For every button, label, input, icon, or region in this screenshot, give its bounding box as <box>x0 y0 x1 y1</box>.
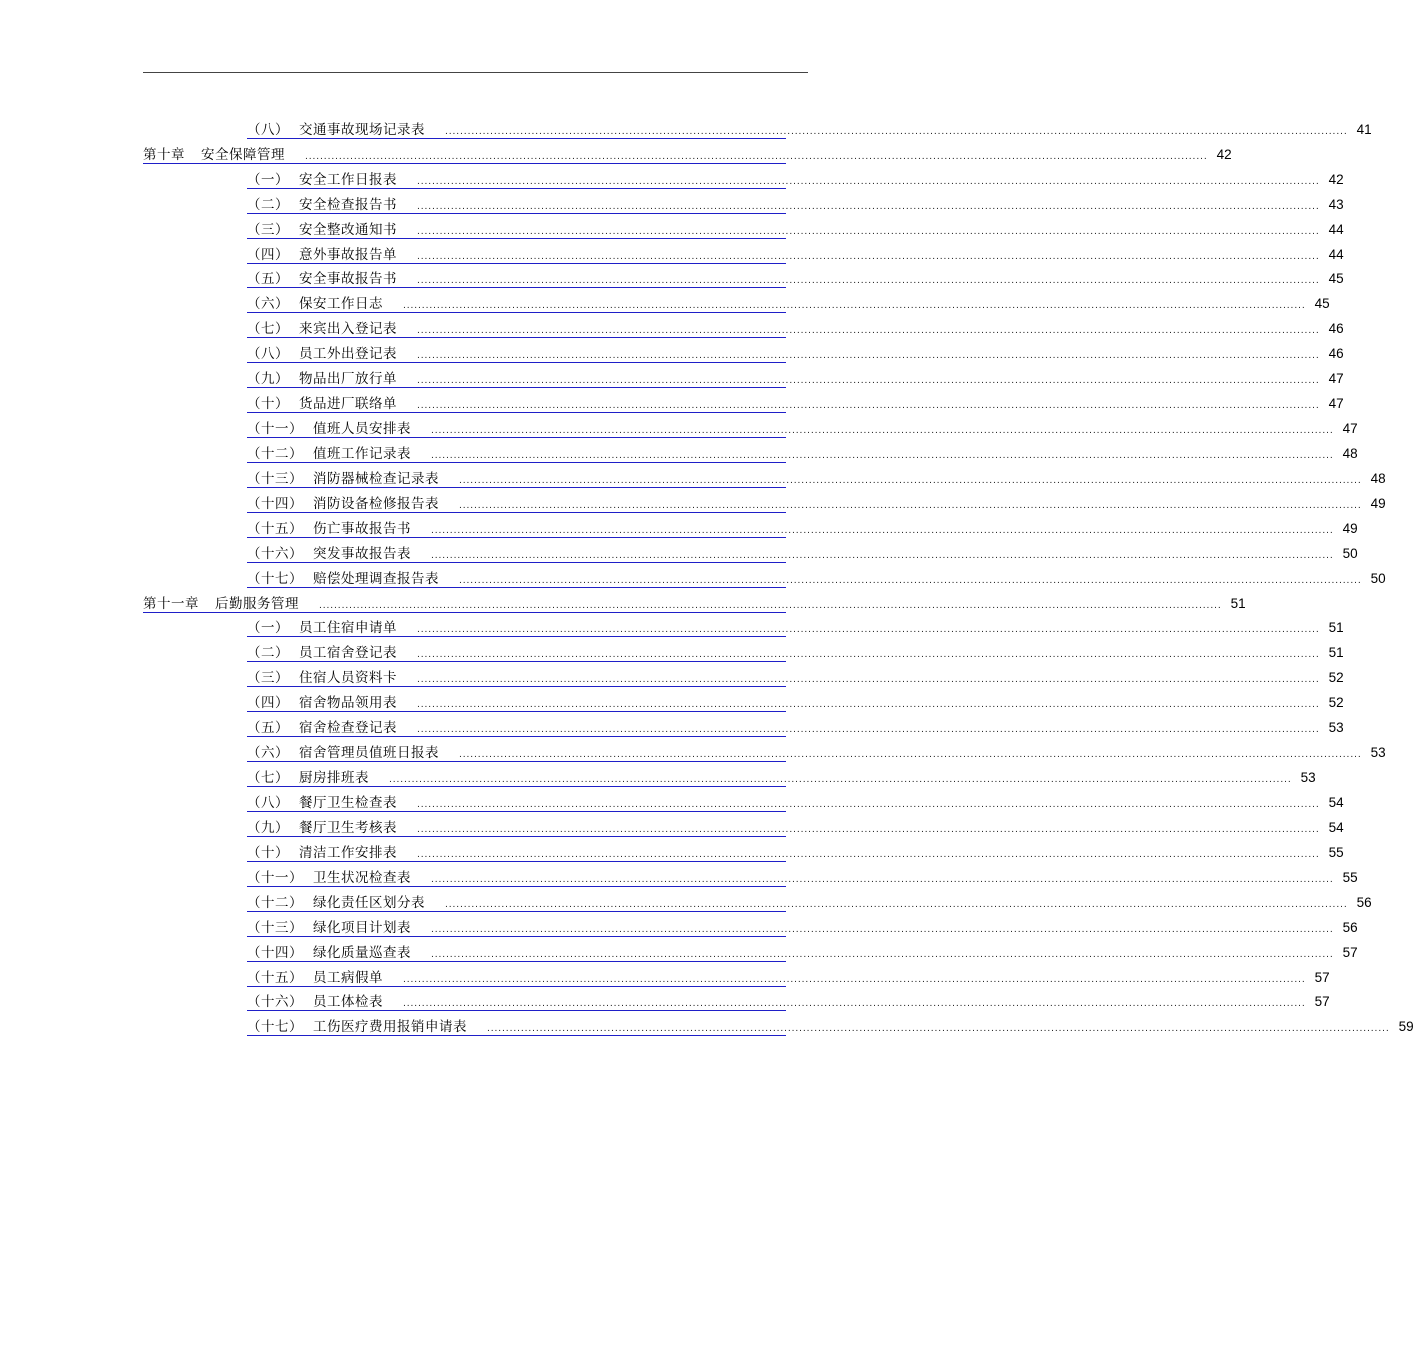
dot-leader: ................................................................................................................................................................................................................................................ <box>431 550 1334 561</box>
toc-entry-title <box>247 920 411 936</box>
toc-entry-name: 保安工作日志 <box>299 296 383 313</box>
toc-entry-number: （二） <box>247 645 289 662</box>
dot-leader: ................................................................................................................................................................................................................................................ <box>417 650 1320 661</box>
toc-entry-name: 员工病假单 <box>313 969 383 986</box>
toc-entry-title <box>143 596 299 612</box>
link-underline <box>247 911 786 912</box>
toc-page-number: 55 <box>1328 844 1344 860</box>
toc-entry-number: （九） <box>247 819 289 836</box>
toc-chapter-entry[interactable] <box>143 590 1246 615</box>
toc-page-number: 54 <box>1328 819 1344 835</box>
dot-leader: ................................................................................................................................................................................................................................................ <box>459 750 1362 761</box>
dot-leader: ................................................................................................................................................................................................................................................ <box>417 824 1320 835</box>
toc-entry-number: （六） <box>247 745 289 762</box>
toc-entry-number: （一） <box>247 620 289 637</box>
toc-page-number: 55 <box>1342 869 1358 885</box>
link-underline <box>247 387 786 388</box>
link-underline <box>247 1010 786 1011</box>
toc-section-entry[interactable] <box>247 340 1344 365</box>
toc-entry-name: 宿舍管理员值班日报表 <box>299 745 439 762</box>
toc-entry-number: （十四） <box>247 944 303 961</box>
dot-leader: ................................................................................................................................................................................................................................................ <box>403 301 1306 312</box>
toc-entry-title <box>247 770 369 786</box>
toc-section-entry[interactable] <box>247 914 1358 939</box>
toc-entry-title <box>247 820 397 836</box>
toc-page-number: 50 <box>1370 570 1386 586</box>
toc-page-number: 42 <box>1328 171 1344 187</box>
link-underline <box>247 961 786 962</box>
toc-section-entry[interactable] <box>247 291 1330 316</box>
link-underline <box>247 836 786 837</box>
link-underline <box>247 587 786 588</box>
dot-leader: ................................................................................................................................................................................................................................................ <box>417 326 1320 337</box>
toc-page-number: 57 <box>1314 994 1330 1010</box>
toc-entry-number: （十四） <box>247 495 303 512</box>
link-underline <box>247 811 786 812</box>
toc-entry-number: （四） <box>247 246 289 263</box>
toc-entry-title <box>247 271 397 287</box>
toc-entry-name: 赔偿处理调查报告表 <box>313 570 439 587</box>
toc-entry-number: （二） <box>247 196 289 213</box>
dot-leader: ................................................................................................................................................................................................................................................ <box>417 376 1320 387</box>
toc-page-number: 59 <box>1398 1019 1414 1035</box>
toc-entry-name: 消防设备检修报告表 <box>313 495 439 512</box>
toc-entry-title <box>247 471 439 487</box>
link-underline <box>247 562 786 563</box>
toc-section-entry[interactable] <box>247 166 1344 191</box>
toc-entry-title <box>247 172 397 188</box>
toc-entry-title <box>247 346 397 362</box>
toc-entry-name: 员工外出登记表 <box>299 346 397 363</box>
link-underline <box>247 761 786 762</box>
toc-page-number: 46 <box>1328 346 1344 362</box>
dot-leader: ................................................................................................................................................................................................................................................ <box>417 251 1320 262</box>
toc-entry-title <box>247 546 411 562</box>
toc-entry-name: 来宾出入登记表 <box>299 321 397 338</box>
link-underline <box>247 711 786 712</box>
toc-entry-title <box>247 247 397 263</box>
toc-entry-title <box>247 720 397 736</box>
link-underline <box>247 1035 786 1036</box>
dot-leader: ................................................................................................................................................................................................................................................ <box>417 725 1320 736</box>
toc-section-entry[interactable] <box>247 839 1344 864</box>
toc-page-number: 46 <box>1328 321 1344 337</box>
toc-entry-number: 第十章 <box>143 146 185 163</box>
dot-leader: ................................................................................................................................................................................................................................................ <box>417 401 1320 412</box>
toc-entry-number: （七） <box>247 321 289 338</box>
link-underline <box>247 986 786 987</box>
toc-page-number: 52 <box>1328 670 1344 686</box>
toc-entry-number: （七） <box>247 770 289 787</box>
toc-entry-name: 意外事故报告单 <box>299 246 397 263</box>
toc-page-number: 51 <box>1230 595 1246 611</box>
toc-page-number: 45 <box>1314 296 1330 312</box>
dot-leader: ................................................................................................................................................................................................................................................ <box>417 849 1320 860</box>
link-underline <box>247 636 786 637</box>
link-underline <box>247 786 786 787</box>
toc-section-entry[interactable] <box>247 739 1386 764</box>
toc-entry-number: （十一） <box>247 869 303 886</box>
link-underline <box>247 736 786 737</box>
dot-leader: ................................................................................................................................................................................................................................................ <box>431 426 1334 437</box>
dot-leader: ................................................................................................................................................................................................................................................ <box>459 475 1362 486</box>
dot-leader: ................................................................................................................................................................................................................................................ <box>319 600 1222 611</box>
toc-entry-name: 伤亡事故报告书 <box>313 520 411 537</box>
toc-page-number: 53 <box>1370 745 1386 761</box>
link-underline <box>247 686 786 687</box>
dot-leader: ................................................................................................................................................................................................................................................ <box>389 775 1292 786</box>
dot-leader: ................................................................................................................................................................................................................................................ <box>417 176 1320 187</box>
toc-section-entry[interactable] <box>247 989 1330 1014</box>
link-underline <box>247 238 786 239</box>
toc-section-entry[interactable] <box>247 490 1386 515</box>
toc-page-number: 51 <box>1328 620 1344 636</box>
toc-entry-title <box>247 745 439 761</box>
toc-entry-number: （十五） <box>247 969 303 986</box>
toc-entry-name: 绿化责任区划分表 <box>313 894 425 911</box>
toc-section-entry[interactable] <box>247 714 1344 739</box>
toc-entry-name: 安全事故报告书 <box>299 271 397 288</box>
toc-page-number: 44 <box>1328 246 1344 262</box>
toc-page-number: 53 <box>1328 720 1344 736</box>
dot-leader: ................................................................................................................................................................................................................................................ <box>417 276 1320 287</box>
toc-entry-title <box>143 147 285 163</box>
toc-page-number: 48 <box>1342 445 1358 461</box>
toc-entry-number: （十） <box>247 396 289 413</box>
dot-leader: ................................................................................................................................................................................................................................................ <box>403 974 1306 985</box>
dot-leader: ................................................................................................................................................................................................................................................ <box>417 226 1320 237</box>
link-underline <box>247 337 786 338</box>
toc-page-number: 56 <box>1342 919 1358 935</box>
dot-leader: ................................................................................................................................................................................................................................................ <box>431 525 1334 536</box>
toc-entry-name: 员工住宿申请单 <box>299 620 397 637</box>
toc-entry-number: （十三） <box>247 919 303 936</box>
link-underline <box>247 312 786 313</box>
toc-entry-name: 宿舍物品领用表 <box>299 695 397 712</box>
toc-page-number: 52 <box>1328 695 1344 711</box>
toc-entry-number: （四） <box>247 695 289 712</box>
dot-leader: ................................................................................................................................................................................................................................................ <box>417 675 1320 686</box>
link-underline <box>247 287 786 288</box>
toc-section-entry[interactable] <box>247 415 1358 440</box>
toc-section-entry[interactable] <box>247 440 1358 465</box>
dot-leader: ................................................................................................................................................................................................................................................ <box>403 999 1306 1010</box>
toc-entry-name: 厨房排班表 <box>299 770 369 787</box>
dot-leader: ................................................................................................................................................................................................................................................ <box>417 201 1320 212</box>
toc-section-entry[interactable] <box>247 1013 1414 1038</box>
toc-entry-number: （八） <box>247 795 289 811</box>
toc-entry-name: 员工体检表 <box>313 994 383 1011</box>
toc-entry-title <box>247 396 397 412</box>
toc-entry-title <box>247 421 411 437</box>
toc-section-entry[interactable] <box>247 864 1358 889</box>
toc-section-entry[interactable] <box>247 241 1344 266</box>
toc-entry-title <box>247 870 411 886</box>
toc-page-number: 54 <box>1328 795 1344 810</box>
toc-page-number: 51 <box>1328 645 1344 661</box>
toc-entry-number: （十二） <box>247 894 303 911</box>
toc-entry-number: （十六） <box>247 545 303 562</box>
toc-page-number: 57 <box>1314 969 1330 985</box>
toc-entry-name: 后勤服务管理 <box>215 595 299 612</box>
toc-section-entry[interactable] <box>247 764 1316 789</box>
dot-leader: ................................................................................................................................................................................................................................................ <box>417 351 1320 362</box>
link-underline <box>143 163 786 164</box>
toc-entry-name: 住宿人员资料卡 <box>299 670 397 687</box>
dot-leader: ................................................................................................................................................................................................................................................ <box>431 874 1334 885</box>
dot-leader: ................................................................................................................................................................................................................................................ <box>417 700 1320 711</box>
toc-entry-number: （十五） <box>247 520 303 537</box>
link-underline <box>247 661 786 662</box>
toc-entry-name: 消防器械检查记录表 <box>313 470 439 487</box>
toc-entry-title <box>247 446 411 462</box>
toc-entry-name: 安全检查报告书 <box>299 196 397 213</box>
toc-entry-title <box>247 296 383 312</box>
toc-section-entry[interactable] <box>247 515 1358 540</box>
toc-entry-number: （八） <box>247 346 289 363</box>
toc-entry-name: 货品进厂联络单 <box>299 396 397 413</box>
toc-entry-number: 第十一章 <box>143 595 199 612</box>
toc-entry-title <box>247 645 397 661</box>
toc-entry-number: （十二） <box>247 445 303 462</box>
toc-page-number: 56 <box>1356 894 1372 910</box>
link-underline <box>247 188 786 189</box>
toc-entry-title <box>247 670 397 686</box>
toc-page-number: 47 <box>1328 396 1344 412</box>
toc-page-number: 47 <box>1342 421 1358 437</box>
dot-leader: ................................................................................................................................................................................................................................................ <box>417 800 1320 810</box>
toc-section-entry[interactable] <box>247 939 1358 964</box>
toc-entry-name: 值班工作记录表 <box>313 445 411 462</box>
toc-section-entry[interactable] <box>247 565 1386 590</box>
header-rule <box>143 72 808 73</box>
link-underline <box>247 362 786 363</box>
dot-leader: ................................................................................................................................................................................................................................................ <box>417 625 1320 636</box>
toc-entry-number: （五） <box>247 271 289 288</box>
toc-entry-title <box>247 197 397 213</box>
toc-entry-title <box>247 895 425 911</box>
link-underline <box>247 936 786 937</box>
toc-chapter-entry[interactable] <box>143 141 1232 166</box>
toc-entry-name: 餐厅卫生考核表 <box>299 819 397 836</box>
toc-entry-name: 安全整改通知书 <box>299 221 397 238</box>
toc-entry-title <box>247 795 397 811</box>
toc-page-number: 49 <box>1370 495 1386 511</box>
toc-section-entry[interactable] <box>247 964 1330 989</box>
dot-leader: ................................................................................................................................................................................................................................................ <box>431 949 1334 960</box>
toc-page-number: 50 <box>1342 545 1358 561</box>
link-underline <box>247 138 786 139</box>
toc-section-entry[interactable] <box>247 640 1344 665</box>
toc-entry-name: 绿化质量巡查表 <box>313 944 411 961</box>
toc-entry-title <box>247 496 439 512</box>
link-underline <box>247 437 786 438</box>
dot-leader: ................................................................................................................................................................................................................................................ <box>431 924 1334 935</box>
toc-entry-title <box>247 994 383 1010</box>
toc-section-entry[interactable] <box>247 465 1386 490</box>
dot-leader: ................................................................................................................................................................................................................................................ <box>487 1024 1390 1035</box>
toc-page-number: 44 <box>1328 221 1344 237</box>
toc-entry-title <box>247 945 411 961</box>
link-underline <box>247 886 786 887</box>
toc-section-entry[interactable] <box>247 689 1344 714</box>
toc-page-number: 47 <box>1328 371 1344 387</box>
link-underline <box>247 537 786 538</box>
toc-entry-number: （八） <box>247 121 289 138</box>
toc-section-entry[interactable] <box>247 540 1358 565</box>
toc-section-entry[interactable] <box>247 814 1344 839</box>
toc-entry-name: 卫生状况检查表 <box>313 869 411 886</box>
toc-entry-name: 绿化项目计划表 <box>313 919 411 936</box>
toc-page-number: 53 <box>1300 770 1316 786</box>
link-underline <box>247 861 786 862</box>
toc-page-number: 49 <box>1342 520 1358 536</box>
toc-entry-title <box>247 222 397 238</box>
toc-entry-number: （五） <box>247 720 289 737</box>
toc-entry-number: （三） <box>247 221 289 238</box>
toc-section-entry[interactable] <box>247 789 1344 814</box>
toc-section-entry[interactable] <box>247 266 1344 291</box>
dot-leader: ................................................................................................................................................................................................................................................ <box>459 500 1362 511</box>
toc-page-number: 42 <box>1216 146 1232 162</box>
toc-entry-name: 突发事故报告表 <box>313 545 411 562</box>
toc-page-number: 57 <box>1342 944 1358 960</box>
toc-entry-name: 安全保障管理 <box>201 146 285 163</box>
toc-entry-title <box>247 371 397 387</box>
dot-leader: ................................................................................................................................................................................................................................................ <box>305 151 1208 162</box>
toc-entry-title <box>247 521 411 537</box>
link-underline <box>247 412 786 413</box>
toc-section-entry[interactable] <box>247 615 1344 640</box>
toc-entry-number: （十六） <box>247 994 303 1011</box>
toc-entry-name: 物品出厂放行单 <box>299 371 397 388</box>
dot-leader: ................................................................................................................................................................................................................................................ <box>445 126 1348 137</box>
toc-entry-number: （十三） <box>247 470 303 487</box>
toc-entry-name: 员工宿舍登记表 <box>299 645 397 662</box>
toc-entry-name: 安全工作日报表 <box>299 171 397 188</box>
toc-section-entry[interactable] <box>247 365 1344 390</box>
toc-entry-title <box>247 695 397 711</box>
dot-leader: ................................................................................................................................................................................................................................................ <box>459 575 1362 586</box>
toc-entry-name: 宿舍检查登记表 <box>299 720 397 737</box>
toc-entry-title <box>247 321 397 337</box>
toc-entry-number: （十七） <box>247 1019 303 1036</box>
toc-entry-number: （九） <box>247 371 289 388</box>
toc-page-number: 48 <box>1370 470 1386 486</box>
toc-entry-number: （三） <box>247 670 289 687</box>
link-underline <box>247 213 786 214</box>
dot-leader: ................................................................................................................................................................................................................................................ <box>431 450 1334 461</box>
toc-entry-name: 餐厅卫生检查表 <box>299 795 397 811</box>
toc-section-entry[interactable] <box>247 390 1344 415</box>
toc-entry-name: 工伤医疗费用报销申请表 <box>313 1019 467 1036</box>
toc-entry-name: 交通事故现场记录表 <box>299 121 425 138</box>
toc-entry-title <box>247 970 383 986</box>
link-underline <box>143 612 786 613</box>
link-underline <box>247 512 786 513</box>
link-underline <box>247 263 786 264</box>
toc-section-entry[interactable] <box>247 216 1344 241</box>
link-underline <box>247 487 786 488</box>
dot-leader: ................................................................................................................................................................................................................................................ <box>445 899 1348 910</box>
toc-entry-title <box>247 122 425 138</box>
toc-page-number: 45 <box>1328 271 1344 287</box>
toc-page-number: 43 <box>1328 196 1344 212</box>
toc-entry-name: 清洁工作安排表 <box>299 844 397 861</box>
link-underline <box>247 462 786 463</box>
toc-entry-title <box>247 1019 467 1035</box>
toc-entry-number: （十一） <box>247 421 303 438</box>
toc-section-entry[interactable] <box>247 191 1344 216</box>
toc-section-entry[interactable] <box>247 889 1372 914</box>
toc-entry-number: （十七） <box>247 570 303 587</box>
toc-entry-number: （十） <box>247 844 289 861</box>
toc-entry-number: （一） <box>247 171 289 188</box>
toc-page-number: 41 <box>1356 121 1372 137</box>
toc-entry-title <box>247 571 439 587</box>
toc-entry-title <box>247 620 397 636</box>
toc-entry-name: 值班人员安排表 <box>313 421 411 438</box>
toc-section-entry[interactable] <box>247 315 1344 340</box>
toc-section-entry[interactable] <box>247 664 1344 689</box>
toc-entry-title <box>247 845 397 861</box>
toc-section-entry[interactable] <box>247 116 1372 141</box>
toc-entry-number: （六） <box>247 296 289 313</box>
